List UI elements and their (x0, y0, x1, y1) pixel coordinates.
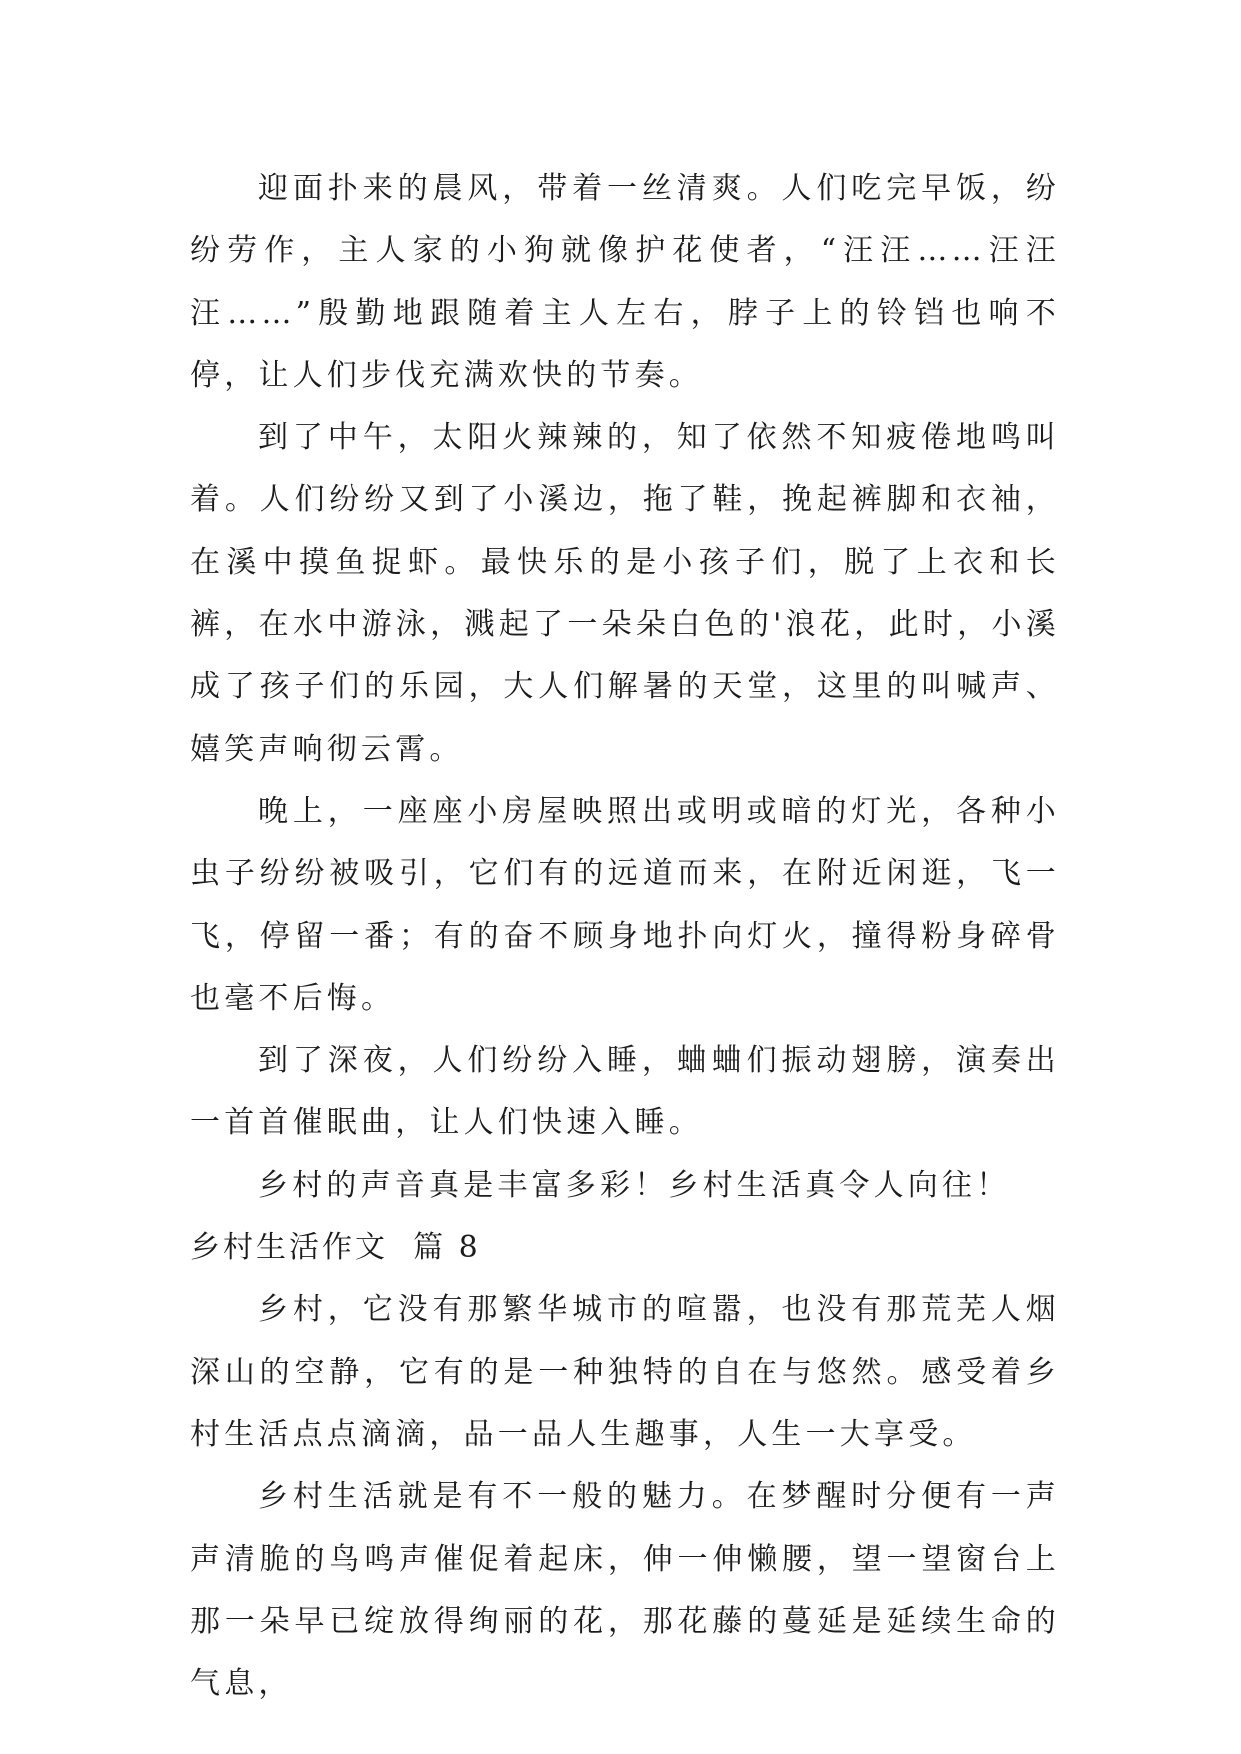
paragraph-morning: 迎面扑来的晨风，带着一丝清爽。人们吃完早饭，纷纷劳作，主人家的小狗就像护花使者，“汪汪……汪汪汪……”殷勤地跟随着主人左右，脖子上的铃铛也响不停，让人们步伐充满欢快的节奏。 (190, 171, 1060, 393)
paragraph-section-charm: 乡村生活就是有不一般的魅力。在梦醒时分便有一声声清脆的鸟鸣声催促着起床，伸一伸懒腰，望一望窗台上那一朵早已绽放得绚丽的花，那花藤的蔓延是延续生命的气息， (190, 1479, 1060, 1702)
section-heading: 乡村生活作文 篇 8 (190, 1230, 481, 1266)
paragraph-night: 到了深夜，人们纷纷入睡，蛐蛐们振动翅膀，演奏出一首首催眠曲，让人们快速入睡。 (190, 1043, 1060, 1141)
document-body (190, 158, 1060, 1715)
paragraph-evening: 晚上，一座座小房屋映照出或明或暗的灯光，各种小虫子纷纷被吸引，它们有的远道而来，在附近闲逛，飞一飞，停留一番；有的奋不顾身地扑向灯火，撞得粉身碎骨也毫不后悔。 (190, 793, 1060, 1016)
paragraph-conclusion: 乡村的声音真是丰富多彩！乡村生活真令人向往！ (258, 1167, 1011, 1203)
paragraph-section-intro: 乡村，它没有那繁华城市的喧嚣，也没有那荒芜人烟深山的空静，它有的是一种独特的自在与悠然。感受着乡村生活点点滴滴，品一品人生趣事，人生一大享受。 (190, 1292, 1060, 1452)
paragraph-noon: 到了中午，太阳火辣辣的，知了依然不知疲倦地鸣叫着。人们纷纷又到了小溪边，拖了鞋，挽起裤脚和衣袖，在溪中摸鱼捉虾。最快乐的是小孩子们，脱了上衣和长裤，在水中游泳，溅起了一朵朵白色的'浪花，此时，小溪成了孩子们的乐园，大人们解暑的天堂，这里的叫喊声、嬉笑声响彻云霄。 (190, 420, 1060, 767)
